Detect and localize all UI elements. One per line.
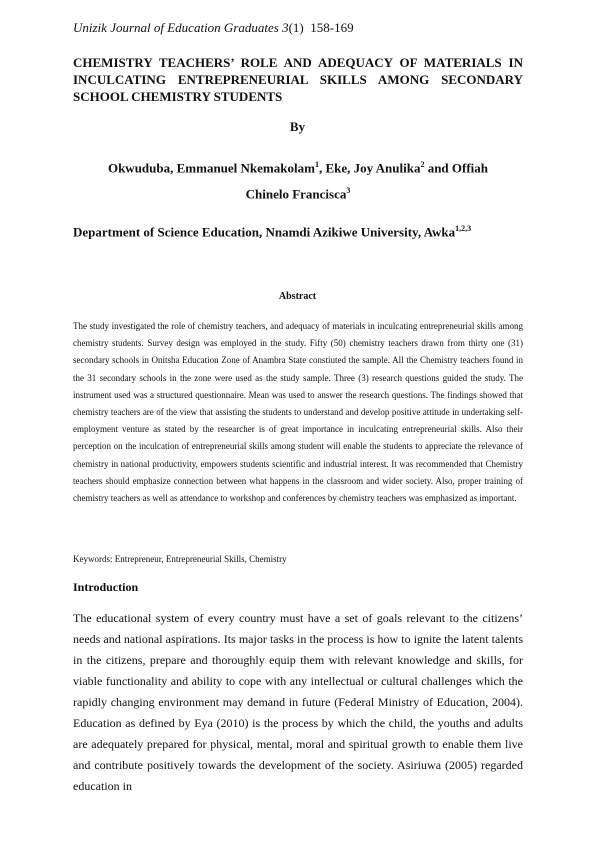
author-3-second-part: Chinelo Francisca xyxy=(245,186,347,202)
abstract-body: The study investigated the role of chemistry teachers, and adequacy of materials in inculcating entrepreneurial skills among chemistry students. Survey design was employed in the study. Fifty (50) chemistry teachers drawn from thirty one (31) secondary schools in Onitsha Education Zone of Anambra State constiuted the sample. All the Chemistry teachers found in the 31 secondary schools in the zone were used as the study sample. Three (3) research questions guided the study. The instrument used was a structured questionnaire. Mean was used to answer the research questions. The findings showed that chemistry teachers are of the view that assisting the students to understand and develop positive attitude in undertaking self-employment venture as stated by the researcher is of great importance in inculcating entrepreneurial skills. Also their perception on the inculcation of entrepreneurial skills among student will enable the students to appreciate the relevance of chemistry in national productivity, empowers students scientific and industrial interest. It was recommended that Chemistry teachers should emphasize connection between what happens in the classroom and wider society. Also, proper training of chemistry teachers as well as attendance to workshop and conferences by chemistry teachers was emphasized as important. xyxy=(73,321,523,504)
byline: By xyxy=(289,119,306,134)
journal-issue: (1) xyxy=(288,20,304,35)
paper-title: CHEMISTRY TEACHERS’ ROLE AND ADEQUACY OF MATERIALS IN INCULCATING ENTREPRENEURIAL SKILLS AMONG SECONDARY SCHOOL CHEMISTRY STUDENTS xyxy=(73,55,523,104)
affiliation-text: Department of Science Education, Nnamdi Azikiwe University, Awka xyxy=(73,224,456,240)
author-1-affiliation-mark: 1 xyxy=(314,160,319,169)
running-header xyxy=(73,20,354,36)
author-3-first-part: and Offiah xyxy=(427,160,489,176)
affiliation xyxy=(73,224,471,240)
author-list: Okwuduba, Emmanuel Nkemakolam$^1$, Eke, Joy Anulika$^2$ and Offiah Chinelo Francisca$^3$ xyxy=(107,160,489,202)
affiliation-marks: 1,2,3 xyxy=(455,224,472,233)
author-1: Okwuduba, Emmanuel Nkemakolam xyxy=(107,160,315,176)
keywords: Keywords: Entrepreneur, Entrepreneurial Skills, Chemistry xyxy=(73,554,287,564)
author-2: Eke, Joy Anulika xyxy=(325,160,421,176)
introduction-heading: Introduction xyxy=(73,580,139,594)
author-2-affiliation-mark: 2 xyxy=(420,160,425,169)
abstract-heading: Abstract xyxy=(278,291,317,302)
introduction-body: The educational system of every country must have a set of goals relevant to the citizens’ needs and national aspirations. Its major tasks in the process is how to ignite the latent talents in the citizens, prepare and thoroughly equip them with relevant knowledge and skills, for viable functionality and ability to cope with any intellectual or cultural challenges which the rapidly changing environment may demand in future (Federal Ministry of Education, 2004). Education as defined by Eya (2010) is the process by which the child, the youths and adults are adequately prepared for physical, mental, moral and spiritual growth to enable them live and contribute positively towards the development of the society. Asiriuwa (2005) regarded education in xyxy=(73,611,523,793)
journal-name: Unizik Journal of Education Graduates 3 xyxy=(73,20,289,35)
author-3-affiliation-mark: 3 xyxy=(346,186,351,196)
journal-pages: 158-169 xyxy=(310,20,354,35)
